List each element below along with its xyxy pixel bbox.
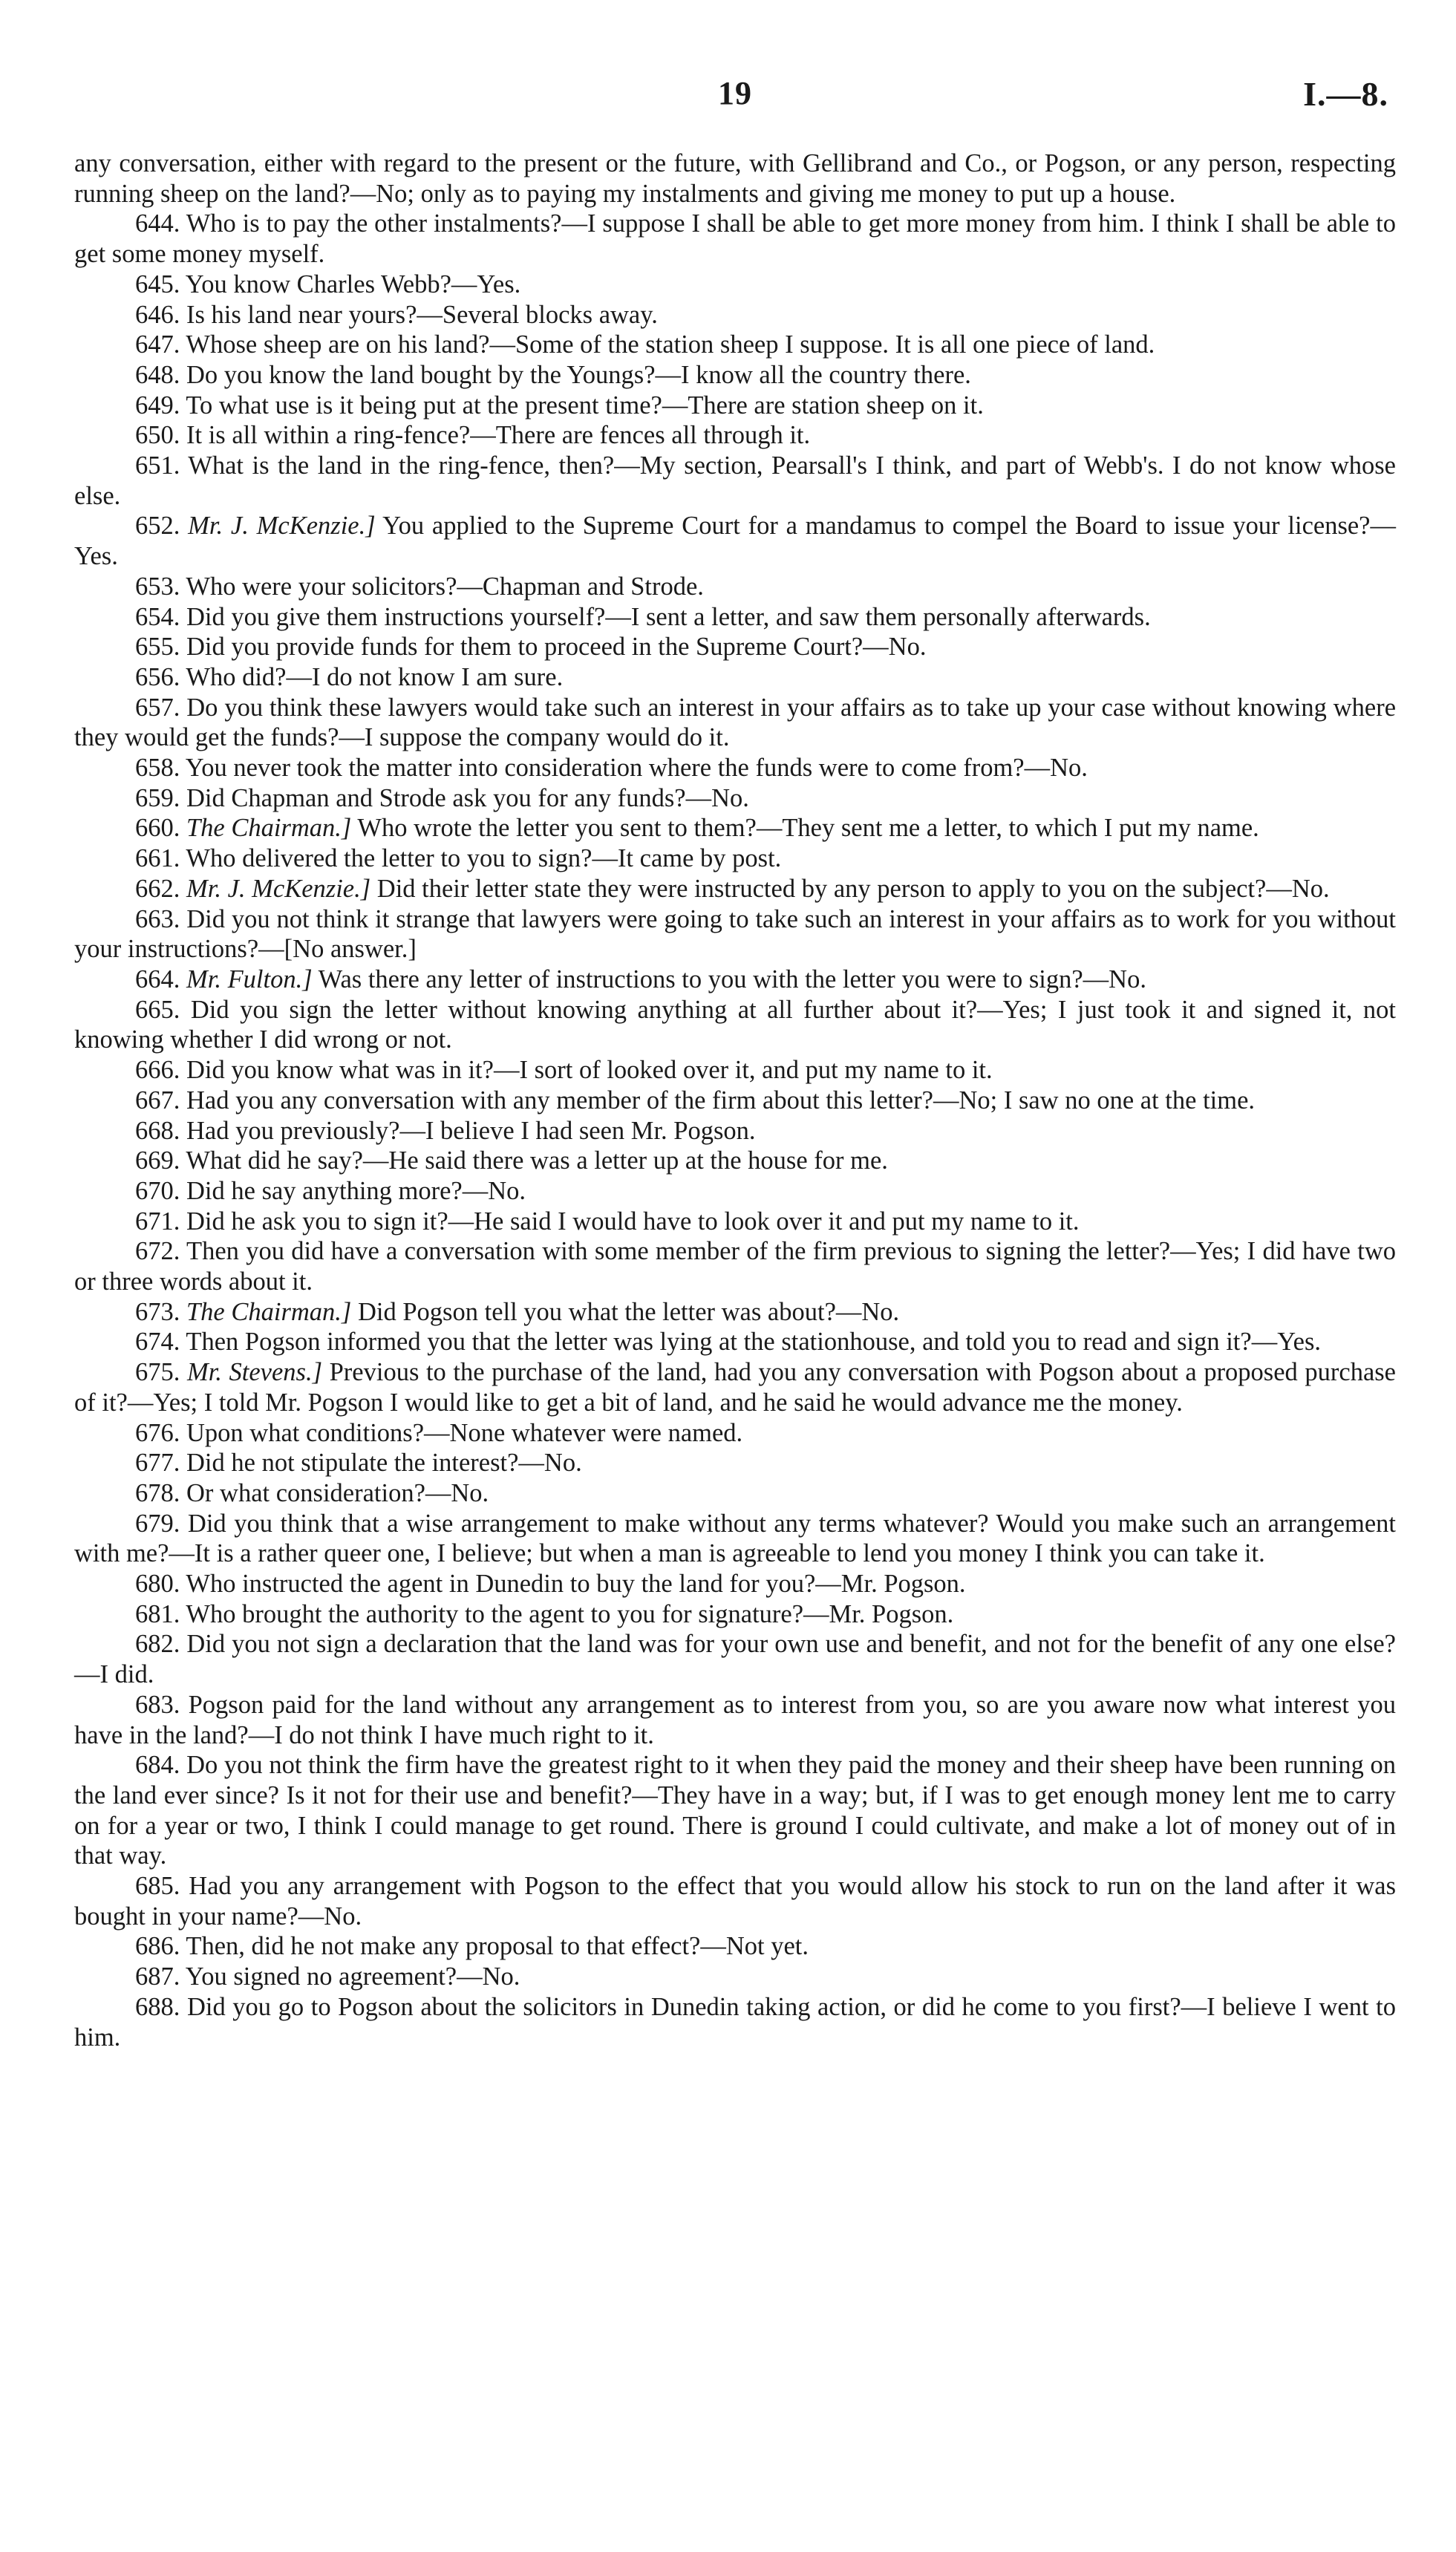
entry-number: 658. <box>135 754 180 783</box>
entry-number: 653. <box>135 572 180 601</box>
entry-text: Did you sign the letter without knowing anything at all further about it?—Yes; I just took it and signed it, not knowing whether I did wrong or not. <box>74 995 1397 1054</box>
entry-number: 686. <box>135 1932 180 1961</box>
entry-text: Had you previously?—I believe I had seen Mr. Pogson. <box>186 1116 756 1145</box>
entry-number: 673. <box>135 1297 180 1326</box>
entry-number: 661. <box>135 844 180 873</box>
entry-number: 667. <box>135 1086 180 1115</box>
entry-number: 656. <box>135 662 180 691</box>
qa-entry <box>74 1962 1396 1992</box>
entry-number: 676. <box>135 1418 180 1447</box>
entry-number: 662. <box>135 874 180 903</box>
speaker-label: The Chairman.] <box>186 1297 352 1326</box>
entry-text: Pogson paid for the land without any arrangement as to interest from you, so are you aware now what interest you have in the land?—I do not think I have much right to it. <box>74 1690 1397 1749</box>
qa-entry <box>74 1116 1396 1146</box>
document-reference: I.—8. <box>1303 75 1388 113</box>
entry-text: You never took the matter into consideration where the funds were to come from?—No. <box>185 754 1088 783</box>
entry-text: Who were your solicitors?—Chapman and Strode. <box>186 572 704 601</box>
entry-number: 672. <box>135 1237 180 1266</box>
entry-number: 668. <box>135 1116 180 1145</box>
qa-entry <box>74 632 1396 662</box>
entry-text: Or what consideration?—No. <box>186 1478 489 1507</box>
entry-text: Previous to the purchase of the land, had you any conversation with Pogson about a proposed purchase of it?—Yes; I told Mr. Pogson I would like to get a bit of land, and he said he would advance me the money. <box>74 1358 1396 1417</box>
entry-text: Who delivered the letter to you to sign?—It came by post. <box>186 844 782 873</box>
entry-number: 644. <box>135 209 180 238</box>
speaker-label: Mr. Stevens.] <box>186 1358 323 1387</box>
entry-number: 655. <box>135 633 180 662</box>
qa-entry <box>74 1992 1396 2052</box>
entry-number: 660. <box>135 814 180 843</box>
qa-entry <box>74 995 1396 1055</box>
entry-number: 688. <box>135 1992 180 2021</box>
entry-text: Then you did have a conversation with some member of the firm previous to signing the letter?—Yes; I did have two or three words about it. <box>74 1237 1396 1296</box>
qa-entry <box>74 602 1396 633</box>
qa-entry <box>74 330 1396 360</box>
entry-number: 679. <box>135 1509 180 1538</box>
entry-number: 654. <box>135 602 180 631</box>
qa-entry <box>74 1478 1396 1509</box>
entry-text: Then Pogson informed you that the letter was lying at the stationhouse, and told you to read and sign it?—Yes. <box>186 1328 1322 1357</box>
entry-text: Who is to pay the other instalments?—I suppose I shall be able to get more money from him. I think I shall be able to get some money myself. <box>74 209 1396 269</box>
qa-entry <box>74 1871 1396 1931</box>
entry-text: Did you provide funds for them to proceed in the Supreme Court?—No. <box>186 633 927 662</box>
entry-number: 648. <box>135 360 180 389</box>
entry-number: 659. <box>135 783 180 812</box>
page-header <box>74 74 1396 126</box>
entry-text: To what use is it being put at the present time?—There are station sheep on it. <box>186 391 984 420</box>
qa-entry <box>74 965 1396 995</box>
qa-entry <box>74 1509 1396 1569</box>
qa-entry <box>74 1599 1396 1630</box>
qa-entry <box>74 753 1396 783</box>
qa-entry <box>74 843 1396 874</box>
entry-text: Did you know what was in it?—I sort of looked over it, and put my name to it. <box>186 1056 993 1085</box>
entry-number: 680. <box>135 1570 180 1599</box>
entry-text: Had you any conversation with any member of the firm about this letter?—No; I saw no one at the time. <box>186 1086 1256 1115</box>
entry-text: Did Chapman and Strode ask you for any funds?—No. <box>186 783 749 812</box>
qa-entry <box>74 1931 1396 1962</box>
entry-number: 674. <box>135 1328 180 1357</box>
qa-entry <box>74 1569 1396 1599</box>
qa-entry <box>74 1207 1396 1237</box>
qa-entry <box>74 1357 1396 1417</box>
qa-entry <box>74 693 1396 753</box>
qa-entry <box>74 1629 1396 1689</box>
qa-entry <box>74 813 1396 843</box>
entry-text: You signed no agreement?—No. <box>185 1962 520 1991</box>
continuation-paragraph: any conversation, either with regard to the present or the future, with Gellibrand and Co., or Pogson, or any person, respecting running sheep on the land?—No; only as to paying my instalments and giving me money to put up a house. <box>74 149 1396 208</box>
entry-number: 666. <box>135 1056 180 1085</box>
qa-entry <box>74 904 1396 965</box>
entry-text: Did he ask you to sign it?—He said I would have to look over it and put my name to it. <box>186 1207 1080 1236</box>
entry-number: 681. <box>135 1599 180 1628</box>
entry-text: Upon what conditions?—None whatever were named. <box>186 1418 743 1447</box>
entry-number: 671. <box>135 1207 180 1236</box>
entry-text: Do you know the land bought by the Youngs?—I know all the country there. <box>186 360 971 389</box>
entry-number: 670. <box>135 1176 180 1205</box>
evidence-transcript <box>74 149 1396 2052</box>
entry-number: 684. <box>135 1751 180 1780</box>
qa-entry <box>74 391 1396 421</box>
qa-entry <box>74 783 1396 814</box>
qa-entry <box>74 572 1396 602</box>
entry-number: 669. <box>135 1146 180 1175</box>
qa-entry <box>74 1690 1396 1750</box>
qa-entry <box>74 1327 1396 1357</box>
entry-number: 687. <box>135 1962 180 1991</box>
entry-text: Did you not think it strange that lawyers were going to take such an interest in your affairs as to work for you without your instructions?—[No answer.] <box>74 904 1396 964</box>
page-number: 19 <box>718 75 752 111</box>
entry-number: 665. <box>135 995 180 1024</box>
entry-text: Do you think these lawyers would take such an interest in your affairs as to take up your case without knowing where they would get the funds?—I suppose the company would do it. <box>74 693 1397 752</box>
qa-entry <box>74 300 1396 330</box>
qa-entry <box>74 1055 1396 1086</box>
qa-entry <box>74 1146 1396 1176</box>
entry-text: Is his land near yours?—Several blocks away. <box>186 300 658 329</box>
entry-number: 649. <box>135 391 180 420</box>
entry-number: 647. <box>135 330 180 359</box>
entry-number: 663. <box>135 904 180 933</box>
entry-text: What is the land in the ring-fence, then?—My section, Pearsall's I think, and part of Webb's. I do not know whose else. <box>74 451 1396 510</box>
qa-entry <box>74 1750 1396 1871</box>
entry-number: 657. <box>135 693 180 722</box>
qa-entry <box>74 874 1396 904</box>
qa-entry <box>74 360 1396 391</box>
entry-text: Then, did he not make any proposal to that effect?—Not yet. <box>186 1932 809 1961</box>
entry-text: Was there any letter of instructions to you with the letter you were to sign?—No. <box>318 965 1146 993</box>
entry-number: 664. <box>135 965 180 993</box>
entry-text: You know Charles Webb?—Yes. <box>185 270 521 298</box>
entry-number: 682. <box>135 1630 180 1659</box>
entry-text: Did he not stipulate the interest?—No. <box>186 1449 582 1478</box>
qa-entry <box>74 1448 1396 1478</box>
entry-number: 678. <box>135 1478 180 1507</box>
entry-number: 683. <box>135 1690 180 1719</box>
entry-text: Did you think that a wise arrangement to make without any terms whatever? Would you make such an arrangement with me?—It is a rather queer one, I believe; but when a man is agreeable to lend you money I think you can take it. <box>74 1509 1397 1568</box>
speaker-label: Mr. J. McKenzie.] <box>186 874 371 903</box>
qa-entry <box>74 662 1396 693</box>
entry-number: 651. <box>135 451 180 480</box>
speaker-label: Mr. J. McKenzie.] <box>188 512 376 541</box>
qa-entry <box>74 270 1396 300</box>
entry-text: Who did?—I do not know I am sure. <box>186 662 564 691</box>
entry-text: Do you not think the firm have the greatest right to it when they paid the money and their sheep have been running on the land ever since? Is it not for their use and benefit?—They have in a way; but, if I was to get enough money lent me to carry on for a year or two, I think I could manage to get round. There is ground I could cultivate, and make a lot of money out of in that way. <box>74 1751 1396 1870</box>
entry-text: Did you go to Pogson about the solicitors in Dunedin taking action, or did he come to you first?—I believe I went to him. <box>74 1992 1396 2052</box>
entry-text: Who wrote the letter you sent to them?—They sent me a letter, to which I put my name. <box>357 814 1259 843</box>
entry-text: Did their letter state they were instructed by any person to apply to you on the subject?—No. <box>376 874 1330 903</box>
entry-text: Did he say anything more?—No. <box>186 1176 526 1205</box>
entry-text: Did you give them instructions yourself?—I sent a letter, and saw them personally afterwards. <box>186 602 1151 631</box>
qa-entry <box>74 420 1396 451</box>
entry-text: Who instructed the agent in Dunedin to buy the land for you?—Mr. Pogson. <box>186 1570 966 1599</box>
entry-text: It is all within a ring-fence?—There are fences all through it. <box>186 421 811 450</box>
qa-entry <box>74 1236 1396 1296</box>
entry-number: 646. <box>135 300 180 329</box>
speaker-label: The Chairman.] <box>186 814 352 843</box>
entry-text: Did Pogson tell you what the letter was about?—No. <box>358 1297 900 1326</box>
qa-entry <box>74 1176 1396 1207</box>
entry-number: 677. <box>135 1449 180 1478</box>
entry-number: 675. <box>135 1358 180 1387</box>
entry-number: 650. <box>135 421 180 450</box>
qa-entry <box>74 1418 1396 1449</box>
entry-number: 645. <box>135 270 180 298</box>
entry-text: You applied to the Supreme Court for a mandamus to compel the Board to issue your license?—Yes. <box>74 512 1396 571</box>
qa-entry <box>74 511 1396 571</box>
entry-text: Had you any arrangement with Pogson to the effect that you would allow his stock to run on the land after it was bought in your name?—No. <box>74 1872 1396 1931</box>
entry-text: What did he say?—He said there was a letter up at the house for me. <box>186 1146 888 1175</box>
qa-entry <box>74 1086 1396 1116</box>
entry-text: Who brought the authority to the agent to you for signature?—Mr. Pogson. <box>186 1599 954 1628</box>
qa-entry <box>74 451 1396 511</box>
entry-number: 685. <box>135 1872 180 1901</box>
qa-entry <box>74 209 1396 269</box>
speaker-label: Mr. Fulton.] <box>186 965 313 993</box>
qa-entry <box>74 1297 1396 1328</box>
entry-text: Did you not sign a declaration that the land was for your own use and benefit, and not for the benefit of any one else?—I did. <box>74 1630 1396 1689</box>
entry-number: 652. <box>135 512 180 541</box>
entry-text: Whose sheep are on his land?—Some of the station sheep I suppose. It is all one piece of land. <box>186 330 1155 359</box>
